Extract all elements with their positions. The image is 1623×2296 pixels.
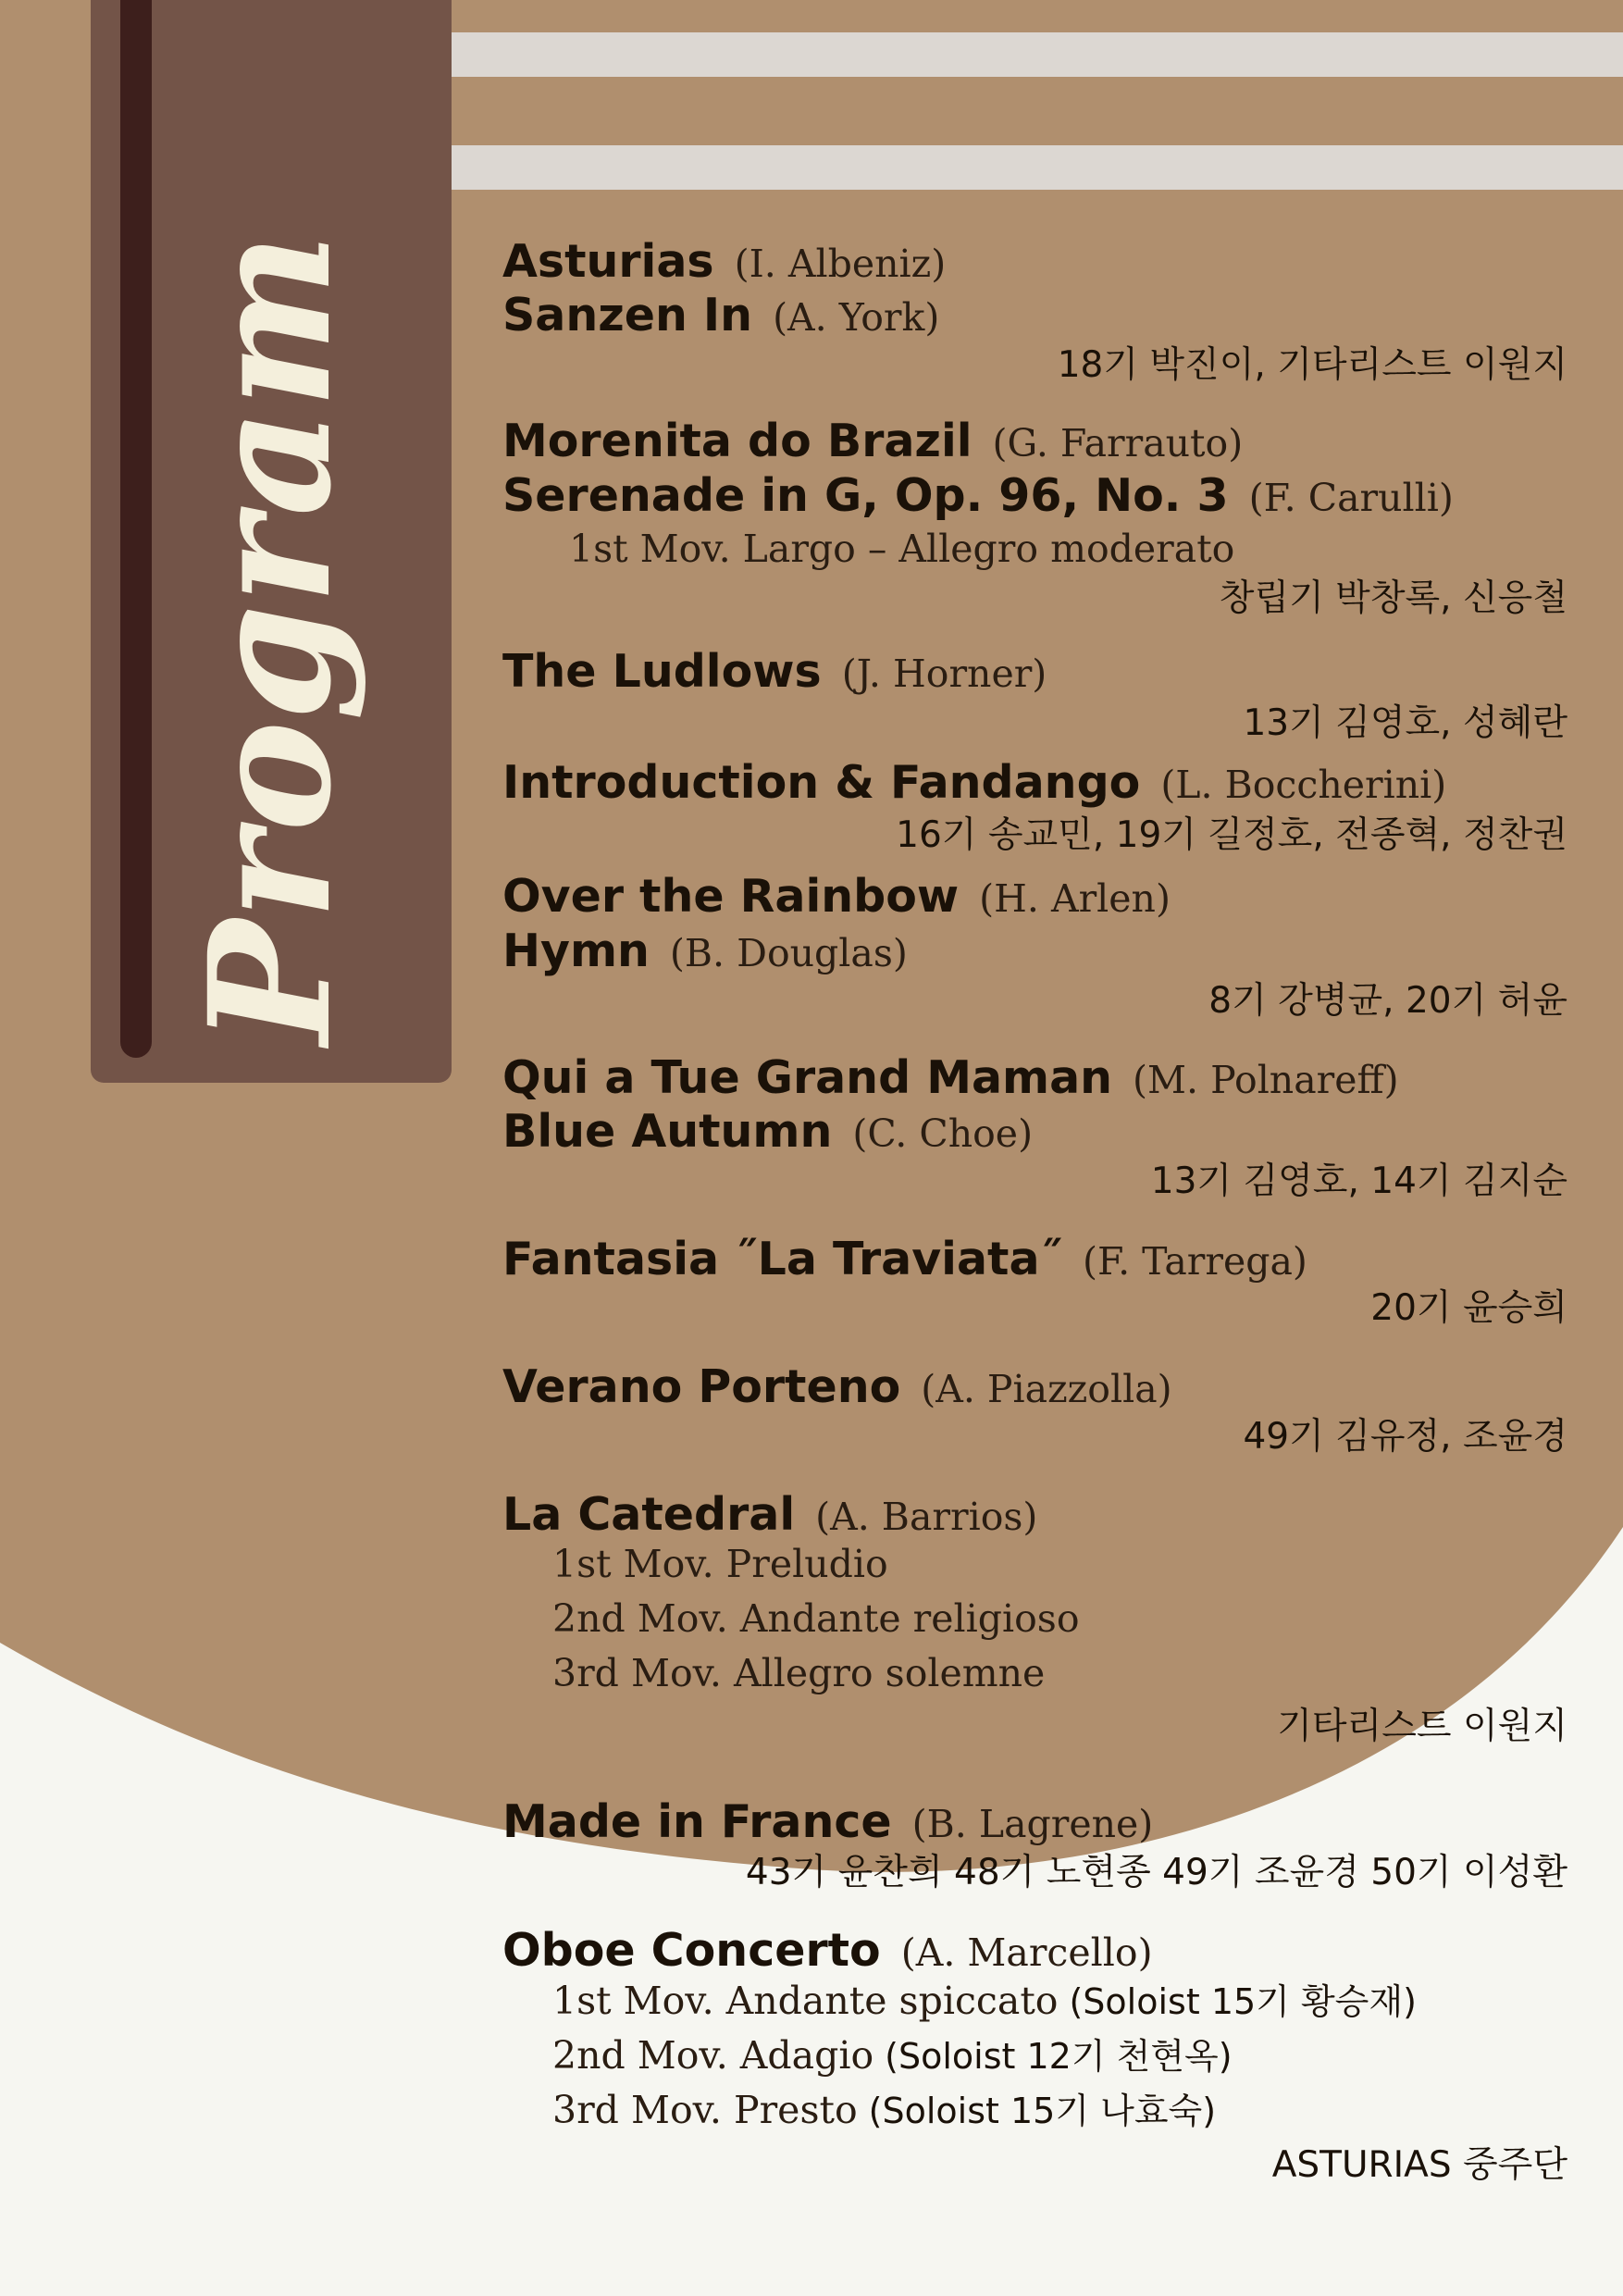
program-heading: Program <box>173 231 368 1046</box>
performer-line: 16기 송교민, 19기 길정호, 전종혁, 정찬권 <box>896 814 1567 856</box>
movement-row <box>552 2033 1233 2078</box>
soloist-name: (Soloist 12기 천현옥) <box>885 2036 1233 2077</box>
composer-name: (A. Barrios) <box>815 1495 1038 1539</box>
soloist-name: (Soloist 15기 황승재) <box>1069 1981 1417 2022</box>
performer-line: 43기 윤찬희 48기 노현종 49기 조윤경 50기 이성환 <box>745 1852 1567 1893</box>
performer-line: 기타리스트 이원지 <box>1277 1706 1567 1747</box>
composer-name: (H. Arlen) <box>979 876 1171 921</box>
performer-line: 창립기 박창록, 신응철 <box>1219 577 1567 619</box>
performer-line: 20기 윤승희 <box>1370 1287 1567 1329</box>
piece-title: Blue Autumn <box>502 1105 833 1158</box>
movement-name: 2nd Mov. Adagio <box>552 2033 874 2078</box>
performer-line: 13기 김영호, 성혜란 <box>1243 702 1567 744</box>
piece-title: Verano Porteno <box>502 1360 901 1413</box>
piece-row <box>502 1051 1399 1104</box>
movement-name: 3rd Mov. Presto <box>552 2088 858 2132</box>
performer-line: 13기 김영호, 14기 김지순 <box>1150 1160 1567 1202</box>
piece-row <box>502 756 1447 809</box>
performer-line: ASTURIAS 중주단 <box>1271 2144 1567 2186</box>
piece-row <box>502 1795 1154 1848</box>
performer-line: 18기 박진이, 기타리스트 이원지 <box>1057 344 1567 386</box>
movement-row <box>552 2088 1217 2132</box>
piece-title: Sanzen In <box>502 289 753 341</box>
movement-name: 3rd Mov. Allegro solemne <box>552 1651 1046 1695</box>
piece-title: Hymn <box>502 925 650 977</box>
composer-name: (C. Choe) <box>852 1111 1034 1156</box>
composer-name: (G. Farrauto) <box>992 421 1244 465</box>
movement-row <box>552 1542 888 1586</box>
piece-row <box>502 1360 1172 1413</box>
piece-title: Qui a Tue Grand Maman <box>502 1051 1113 1104</box>
performer-line: 49기 김유정, 조윤경 <box>1243 1416 1567 1458</box>
piece-row <box>502 415 1244 467</box>
piece-row <box>502 645 1047 698</box>
piece-row <box>502 870 1171 923</box>
piece-title: Morenita do Brazil <box>502 415 973 467</box>
movement-row <box>552 1651 1046 1695</box>
movement-row <box>552 1596 1080 1641</box>
composer-name: (A. Piazzolla) <box>921 1367 1172 1411</box>
composer-name: (F. Carulli) <box>1248 476 1454 520</box>
soloist-name: (Soloist 15기 나효숙) <box>868 2091 1217 2131</box>
composer-name: (B. Douglas) <box>669 931 908 975</box>
movement-name: 1st Mov. Largo – Allegro moderato <box>569 527 1235 571</box>
composer-name: (I. Albeniz) <box>734 242 947 286</box>
composer-name: (F. Tarrega) <box>1083 1239 1307 1284</box>
piece-row <box>502 1924 1153 1977</box>
composer-name: (A. York) <box>773 295 940 340</box>
piece-title: Serenade in G, Op. 96, No. 3 <box>502 469 1229 522</box>
piece-row <box>502 469 1454 522</box>
piece-row <box>502 1488 1038 1541</box>
composer-name: (B. Lagrene) <box>911 1802 1154 1846</box>
movement-row <box>552 1979 1417 2023</box>
movement-row <box>569 527 1235 571</box>
piece-row <box>502 289 940 341</box>
movement-name: 2nd Mov. Andante religioso <box>552 1596 1080 1641</box>
performer-line: 8기 강병균, 20기 허윤 <box>1208 980 1567 1022</box>
composer-name: (A. Marcello) <box>900 1930 1153 1975</box>
piece-title: Fantasia ˝La Traviata˝ <box>502 1233 1063 1285</box>
composer-name: (L. Boccherini) <box>1160 763 1447 807</box>
composer-name: (M. Polnareff) <box>1133 1058 1399 1102</box>
movement-name: 1st Mov. Andante spiccato <box>552 1979 1059 2023</box>
piece-title: Introduction & Fandango <box>502 756 1141 809</box>
piece-title: Over the Rainbow <box>502 870 960 923</box>
piece-title: Made in France <box>502 1795 892 1848</box>
piece-row <box>502 925 908 977</box>
piece-row <box>502 1233 1307 1285</box>
movement-name: 1st Mov. Preludio <box>552 1542 888 1586</box>
piece-row <box>502 235 947 288</box>
piece-title: Oboe Concerto <box>502 1924 881 1977</box>
piece-title: Asturias <box>502 235 714 288</box>
piece-title: The Ludlows <box>502 645 822 698</box>
piece-title: La Catedral <box>502 1488 796 1541</box>
composer-name: (J. Horner) <box>841 652 1047 696</box>
piece-row <box>502 1105 1034 1158</box>
